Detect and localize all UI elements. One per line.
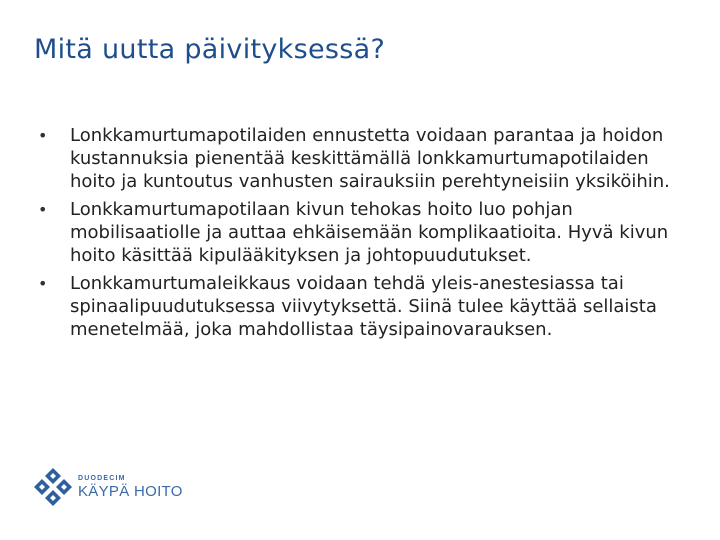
slide-title: Mitä uutta päivityksessä? — [34, 34, 386, 65]
bullet-item — [38, 272, 698, 341]
kaypa-hoito-logo — [32, 466, 183, 508]
diamond-logo-icon — [32, 466, 74, 508]
bullet-item — [38, 198, 698, 267]
logo-big-text: KÄYPÄ HOITO — [78, 483, 183, 500]
bullet-text: Lonkkamurtumapotilaiden ennustetta voidaan parantaa ja hoidon kustannuksia pienentää keskittämällä lonkkamurtumapotilaiden hoito ja kuntoutus vanhusten sairauksiin perehtyneisiin yksiköihin. — [70, 125, 670, 192]
bullet-dot-icon: • — [38, 126, 48, 145]
bullet-text: Lonkkamurtumaleikkaus voidaan tehdä yleis-anestesiassa tai spinaalipuudutuksessa viivytyksettä. Siinä tulee käyttää sellaista menetelmää, joka mahdollistaa täysipainovarauksen. — [70, 273, 657, 340]
logo-text — [78, 474, 183, 500]
bullet-text: Lonkkamurtumapotilaan kivun tehokas hoito luo pohjan mobilisaatiolle ja auttaa ehkäisemään komplikaatioita. Hyvä kivun hoito käsittää kipulääkityksen ja johtopuudutukset. — [70, 199, 669, 266]
bullet-dot-icon: • — [38, 274, 48, 293]
bullet-dot-icon: • — [38, 200, 48, 219]
bullet-list — [38, 124, 698, 346]
logo-small-text: DUODECIM — [78, 475, 126, 482]
bullet-item — [38, 124, 698, 193]
